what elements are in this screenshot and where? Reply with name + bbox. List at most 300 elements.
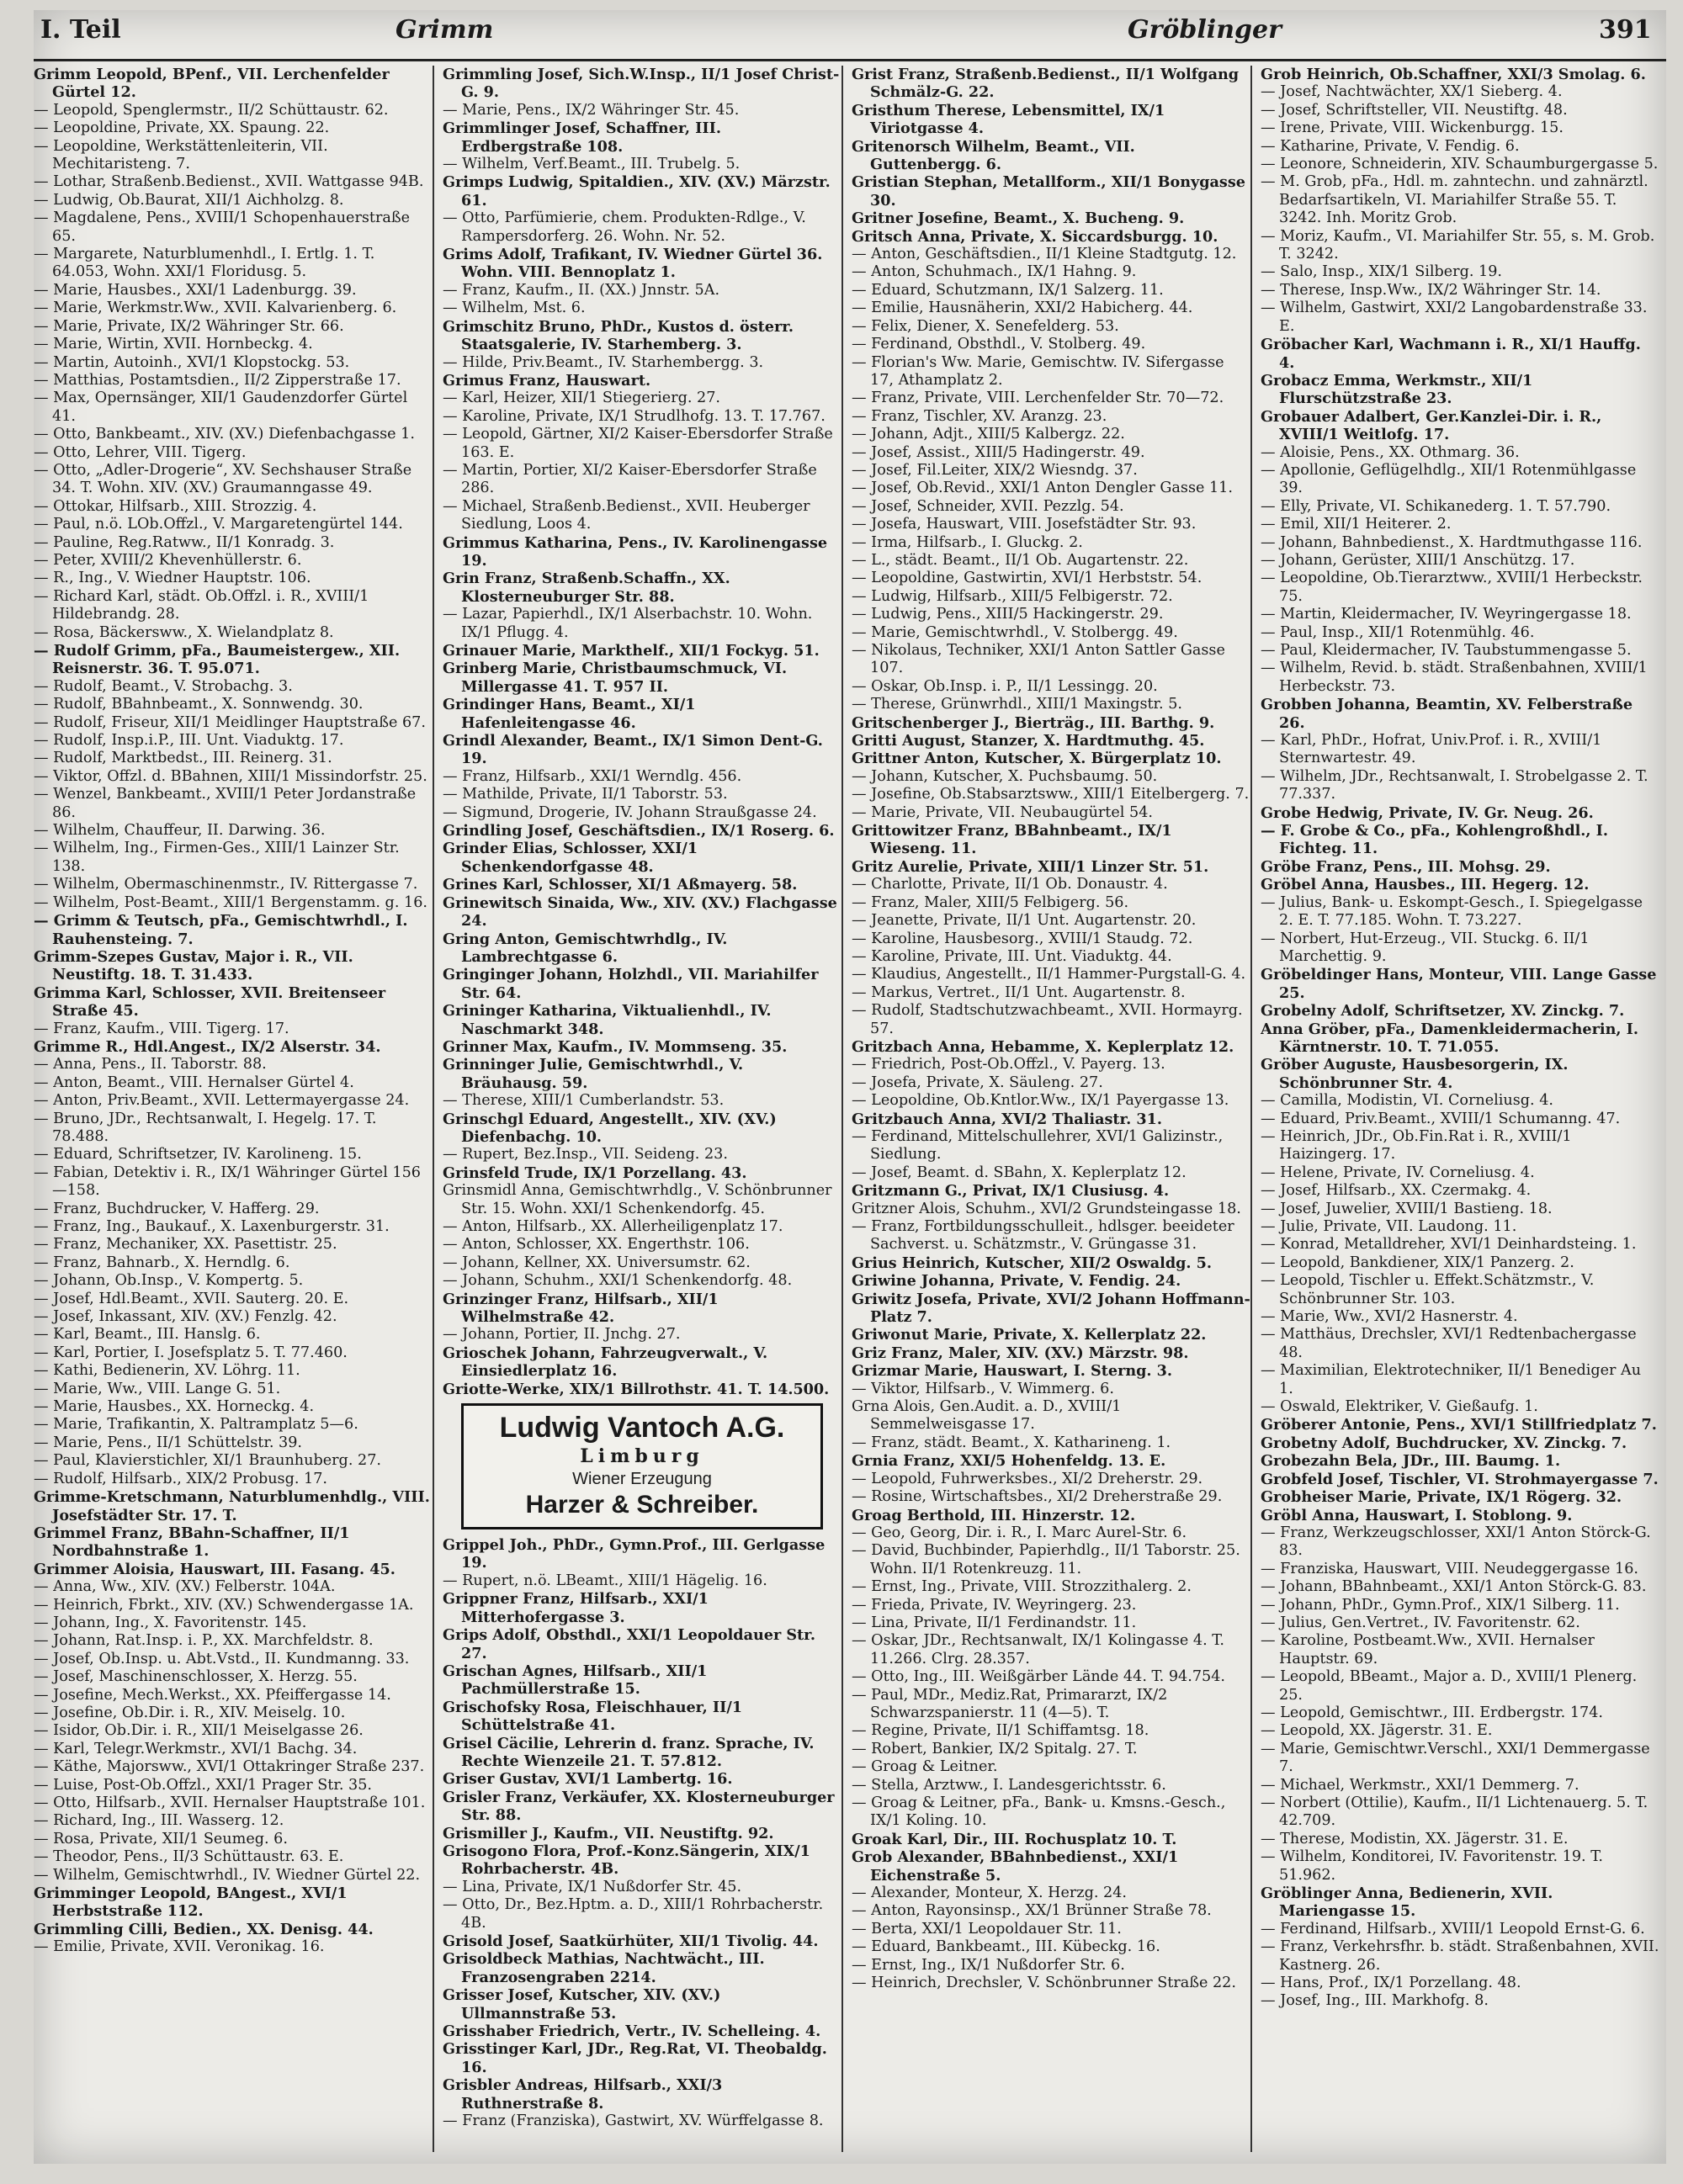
directory-entry: Grin Franz, Straßenb.Schaffn., XX. Klosterneuburger Str. 88. (443, 570, 730, 606)
directory-entry: — Ferdinand, Mittelschullehrer, XVI/1 Galizinstr., Siedlung. (852, 1127, 1224, 1164)
directory-entry: — Josef, Schriftsteller, VII. Neustiftg. 48. (1261, 101, 1568, 119)
directory-entry: — Eduard, Bankbeamt., III. Kübeckg. 16. (852, 1938, 1160, 1956)
directory-entry: Grinder Elias, Schlosser, XXI/1 Schenkendorfgasse 48. (443, 840, 698, 876)
directory-entry: — Therese, Grünwrhdl., XIII/1 Maxingstr. 5. (852, 696, 1182, 713)
directory-entry: — Marie, Hausbes., XX. Horneckg. 4. (34, 1398, 315, 1416)
directory-entry: — Marie, Werkmstr.Ww., XVII. Kalvarienberg. 6. (34, 300, 397, 317)
directory-entry: Grizmar Marie, Hauswart, I. Sterng. 3. (852, 1362, 1173, 1381)
directory-entry: — Ludwig, Ob.Baurat, XII/1 Aichholzg. 8. (34, 191, 344, 209)
directory-entry: — Aloisie, Pens., XX. Othmarg. 36. (1261, 443, 1520, 461)
directory-entry: Grippel Joh., PhDr., Gymn.Prof., III. Gerlgasse 19. (443, 1536, 826, 1572)
directory-entry: — Jeanette, Private, II/1 Unt. Augartenstr. 20. (852, 912, 1197, 930)
directory-entry: — Anton, Hilfsarb., XX. Allerheiligenplatz 17. (443, 1218, 783, 1235)
directory-entry: Gröbl Anna, Hauswart, I. Stoblong. 9. (1261, 1506, 1573, 1524)
directory-entry: — Klaudius, Angestellt., II/1 Hammer-Purgstall-G. 4. (852, 966, 1246, 983)
directory-entry: Gritzner Alois, Schuhm., XVI/2 Grundsteingasse 18. (852, 1200, 1241, 1217)
directory-entry: — Hilde, Priv.Beamt., IV. Starhembergg. 3. (443, 353, 764, 371)
directory-entry: Gritzbauch Anna, XVI/2 Thaliastr. 31. (852, 1110, 1163, 1128)
directory-entry: — Moriz, Kaufm., VI. Mariahilfer Str. 55, s. M. Grob. T. 3242. (1261, 227, 1655, 263)
directory-entry: Griwitz Josefa, Private, XVI/2 Johann Hoffmann-Platz 7. (852, 1290, 1250, 1327)
directory-entry: Gröbel Anna, Hausbes., III. Hegerg. 12. (1261, 876, 1590, 894)
directory-entry: — Anton, Schlosser, XX. Engerthstr. 106. (443, 1236, 750, 1254)
directory-entry: — Nikolaus, Techniker, XXI/1 Anton Sattler Gasse 107. (852, 642, 1225, 677)
directory-entry: Grindl Alexander, Beamt., IX/1 Simon Dent-G. 19. (443, 732, 823, 768)
directory-entry: — Isidor, Ob.Dir. i. R., XII/1 Meiselgasse 26. (34, 1722, 364, 1740)
column-2 (443, 66, 843, 2152)
directory-entry: — Heinrich, JDr., Ob.Fin.Rat i. R., XVIII/1 Haizingerg. 17. (1261, 1127, 1572, 1164)
directory-entry: — Helene, Private, IV. Corneliusg. 4. (1261, 1164, 1535, 1181)
directory-entry: — Ernst, Ing., IX/1 Nußdorfer Str. 6. (852, 1956, 1125, 1974)
directory-entry: — Rudolf, Insp.i.P., III. Unt. Viaduktg. 17. (34, 732, 344, 750)
directory-entry: Grimm Leopold, BPenf., VII. Lerchenfelder Gürtel 12. (34, 66, 390, 102)
directory-entry: — Wilhelm, JDr., Rechtsanwalt, I. Strobelgasse 2. T. 77.337. (1261, 767, 1648, 803)
directory-entry: — Rupert, n.ö. LBeamt., XIII/1 Hägelig. 16. (443, 1572, 767, 1589)
directory-entry: Grimme-Kretschmann, Naturblumenhdlg., VIII. Josefstädter Str. 17. T. (34, 1488, 430, 1524)
directory-entry: — Ernst, Ing., Private, VIII. Strozzithalerg. 2. (852, 1578, 1192, 1596)
directory-entry: — Lina, Private, II/1 Ferdinandstr. 11. (852, 1614, 1137, 1631)
directory-entry: — Anton, Schuhmach., IX/1 Hahng. 9. (852, 263, 1137, 281)
directory-entry: — Josefa, Hauswart, VIII. Josefstädter Str. 93. (852, 516, 1197, 533)
directory-entry: Grisoldbeck Mathias, Nachtwächt., III. Franzosengraben 2214. (443, 1950, 765, 1986)
directory-entry: — Josef, Fil.Leiter, XIX/2 Wiesndg. 37. (852, 461, 1138, 479)
directory-entry: Gritzmann G., Privat, IX/1 Clusiusg. 4. (852, 1182, 1170, 1201)
directory-entry: — Otto, Dr., Bez.Hptm. a. D., XIII/1 Rohrbacherstr. 4B. (443, 1896, 824, 1932)
directory-entry: — Martin, Autoinh., XVI/1 Klopstockg. 53. (34, 353, 350, 371)
directory-entry: — Rudolf Grimm, pFa., Baumeistergew., XII. Reisnerstr. 36. T. 95.071. (34, 642, 401, 678)
directory-entry: — Bruno, JDr., Rechtsanwalt, I. Hegelg. 17. T. 78.488. (34, 1110, 377, 1145)
directory-entry: Gritz Aurelie, Private, XIII/1 Linzer Str. 51. (852, 857, 1209, 876)
directory-entry: — Karl, Heizer, XII/1 Stiegerierg. 27. (443, 390, 721, 407)
directory-entry: — Ottokar, Hilfsarb., XIII. Strozzig. 4. (34, 497, 317, 515)
directory-entry: — Marie, Private, IX/2 Währinger Str. 66. (34, 317, 344, 335)
directory-entry: — Marie, Gemischtwrhdl., V. Stolbergg. 49. (852, 623, 1178, 641)
directory-entry: — Marie, Ww., VIII. Lange G. 51. (34, 1380, 281, 1397)
directory-entry: — Berta, XXI/1 Leopoldauer Str. 11. (852, 1920, 1122, 1938)
directory-entry: Grittowitzer Franz, BBahnbeamt., IX/1 Wieseng. 11. (852, 822, 1172, 858)
directory-entry: — Leopold, Spenglermstr., II/2 Schüttaustr. 62. (34, 101, 389, 119)
directory-entry: — Marie, Wirtin, XVII. Hornbeckg. 4. (34, 336, 313, 353)
directory-entry: Grimmel Franz, BBahn-Schaffner, II/1 Nordbahnstraße 1. (34, 1524, 350, 1561)
directory-entry: — Johann, Kellner, XX. Universumstr. 62. (443, 1254, 751, 1271)
directory-entry: Grisel Cäcilie, Lehrerin d. franz. Sprache, IV. Rechte Wienzeile 21. T. 57.812. (443, 1734, 815, 1770)
directory-entry: — Viktor, Hilfsarb., V. Wimmerg. 6. (852, 1380, 1114, 1397)
directory-entry: Grips Adolf, Obsthdl., XXI/1 Leopoldauer Str. 27. (443, 1626, 815, 1662)
directory-entry: — Ferdinand, Obsthdl., V. Stolberg. 49. (852, 336, 1146, 353)
directory-entry: Gritsch Anna, Private, X. Siccardsburgg. 10. (852, 227, 1218, 246)
directory-entry: Gröbacher Karl, Wachmann i. R., XI/1 Hauffg. 4. (1261, 336, 1641, 372)
advert-line3: Wiener Erzeugung (572, 1470, 712, 1489)
directory-entry: Gröber Auguste, Hausbesorgerin, IX. Schönbrunner Str. 4. (1261, 1056, 1569, 1092)
directory-entry: Grioschek Johann, Fahrzeugverwalt., V. Einsiedlerplatz 16. (443, 1344, 768, 1381)
directory-entry: — Marie, Private, VII. Neubaugürtel 54. (852, 803, 1153, 821)
directory-entry: — Leopold, Gärtner, XI/2 Kaiser-Ebersdorfer Straße 163. E. (443, 426, 833, 461)
directory-entry: Grinauer Marie, Markthelf., XII/1 Fockyg. 51. (443, 642, 820, 660)
directory-entry: — Franz, Ing., Baukauf., X. Laxenburgerstr. 31. (34, 1218, 390, 1235)
directory-entry: — Wilhelm, Post-Beamt., XIII/1 Bergenstamm. g. 16. (34, 893, 427, 911)
directory-entry: — Ludwig, Pens., XIII/5 Hackingerstr. 29. (852, 606, 1164, 623)
directory-entry: — Johann, Ing., X. Favoritenstr. 145. (34, 1614, 307, 1631)
directory-entry: Grininger Katharina, Viktualienhdl., IV. Naschmarkt 348. (443, 1002, 772, 1038)
directory-entry: — Felix, Diener, X. Senefelderg. 53. (852, 317, 1119, 335)
directory-entry: — Franz (Franziska), Gastwirt, XV. Würffelgasse 8. (443, 2112, 824, 2130)
page-number: 391 (1599, 15, 1652, 45)
directory-entry: — Leopoldine, Werkstättenleiterin, VII. Mechitaristeng. 7. (34, 137, 328, 173)
directory-entry: — Matthäus, Drechsler, XVI/1 Redtenbachergasse 48. (1261, 1326, 1637, 1361)
directory-entry: Grob Alexander, BBahnbedienst., XXI/1 Eichenstraße 5. (852, 1848, 1179, 1884)
directory-entry: — Franz, Werkzeugschlosser, XXI/1 Anton Störck-G. 83. (1261, 1524, 1651, 1560)
directory-entry: — Rudolf, Beamt., V. Strobachg. 3. (34, 677, 293, 695)
directory-entry: — Otto, „Adler-Drogerie“, XV. Sechshauser Straße 34. T. Wohn. XIV. (XV.) Graumanngasse 49. (34, 461, 412, 497)
directory-entry: Gringinger Johann, Holzhdl., VII. Mariahilfer Str. 64. (443, 966, 819, 1002)
directory-entry: — M. Grob, pFa., Hdl. m. zahntechn. und zahnärztl. Bedarfsartikeln, VI. Mariahilfer Straße 55. T. 3242. Inh. Moritz Grob. (1261, 173, 1648, 227)
directory-entry: — Rudolf, Hilfsarb., XIX/2 Probusg. 17. (34, 1470, 327, 1487)
directory-entry: Griser Gustav, XVI/1 Lambertg. 16. (443, 1770, 733, 1789)
directory-entry: — Josef, Hilfsarb., XX. Czermakg. 4. (1261, 1182, 1532, 1200)
directory-entry: — Martin, Portier, XI/2 Kaiser-Ebersdorfer Straße 286. (443, 461, 817, 497)
directory-entry: Grobe Hedwig, Private, IV. Gr. Neug. 26. (1261, 803, 1594, 822)
directory-entry: — Anton, Priv.Beamt., XVII. Lettermayergasse 24. (34, 1092, 410, 1110)
directory-entry: — Michael, Werkmstr., XXI/1 Demmerg. 7. (1261, 1776, 1579, 1794)
directory-entry: — Fabian, Detektiv i. R., IX/1 Währinger Gürtel 156—158. (34, 1164, 421, 1200)
directory-entry: Grobacz Emma, Werkmstr., XII/1 Flurschützstraße 23. (1261, 371, 1533, 408)
directory-entry: Grna Alois, Gen.Audit. a. D., XVIII/1 Semmelweisgasse 17. (852, 1398, 1122, 1434)
directory-entry: — Groag & Leitner, pFa., Bank- u. Kmsns.-Gesch., IX/1 Koling. 10. (852, 1794, 1226, 1830)
directory-entry: — Markus, Vertret., II/1 Unt. Augartenstr. 8. (852, 983, 1186, 1001)
directory-entry: Anna Gröber, pFa., Damenkleidermacherin, I. Kärntnerstr. 10. T. 71.055. (1261, 1020, 1638, 1056)
directory-entry: — Hans, Prof., IX/1 Porzellang. 48. (1261, 1975, 1521, 1992)
directory-entry: — Katharine, Private, V. Fendig. 6. (1261, 137, 1520, 155)
directory-entry: Grismiller J., Kaufm., VII. Neustiftg. 92. (443, 1824, 774, 1842)
directory-entry: Grimme R., Hdl.Angest., IX/2 Alserstr. 34. (34, 1037, 381, 1056)
directory-entry: Grinsfeld Trude, IX/1 Porzellang. 43. (443, 1164, 747, 1182)
directory-entry: Grippner Franz, Hilfsarb., XXI/1 Mitterhofergasse 3. (443, 1590, 709, 1626)
directory-entry: Grinner Max, Kaufm., IV. Mommseng. 35. (443, 1037, 788, 1056)
directory-entry: Groag Berthold, III. Hinzerstr. 12. (852, 1506, 1136, 1524)
directory-entry: — Karl, PhDr., Hofrat, Univ.Prof. i. R., XVIII/1 Sternwartestr. 49. (1261, 732, 1602, 767)
directory-entry: Grisold Josef, Saatkürhüter, XII/1 Tivolig. 44. (443, 1932, 819, 1950)
directory-entry: — Franz, Maler, XIII/5 Felbigerg. 56. (852, 893, 1129, 911)
directory-entry: Grist Franz, Straßenb.Bedienst., II/1 Wolfgang Schmälz-G. 22. (852, 66, 1240, 102)
directory-entry: — Rudolf, Friseur, XII/1 Meidlinger Hauptstraße 67. (34, 713, 426, 731)
directory-entry: — Camilla, Modistin, VI. Corneliusg. 4. (1261, 1092, 1554, 1110)
advert-line1: Ludwig Vantoch A.G. (499, 1412, 785, 1445)
directory-entry: — Johann, Bahnbedienst., X. Hardtmuthgasse 116. (1261, 533, 1643, 551)
directory-entry: Griz Franz, Maler, XIV. (XV.) Märzstr. 98. (852, 1344, 1189, 1362)
directory-entry: — Franz, Fortbildungsschulleit., hdlsger. beeideter Sachverst. u. Schätzmstr., V. Grüngasse 31. (852, 1218, 1234, 1254)
directory-entry: — Paul, Kleidermacher, IV. Taubstummengasse 5. (1261, 642, 1632, 659)
directory-entry: — Peter, XVIII/2 Khevenhüllerstr. 6. (34, 551, 302, 569)
directory-entry: — Groag & Leitner. (852, 1758, 998, 1776)
directory-entry: — Johann, Ob.Insp., V. Kompertg. 5. (34, 1272, 304, 1290)
directory-columns (34, 66, 1666, 2152)
directory-entry: — Martin, Kleidermacher, IV. Weyringergasse 18. (1261, 606, 1632, 623)
directory-entry: Grinsmidl Anna, Gemischtwrhdlg., V. Schönbrunner Str. 15. Wohn. XXI/1 Schenkendorfg. 45. (443, 1182, 832, 1217)
directory-entry: — Oswald, Elektriker, V. Gießaufg. 1. (1261, 1398, 1538, 1416)
directory-entry: — Johann, Kutscher, X. Puchsbaumg. 50. (852, 767, 1158, 785)
directory-entry: — Rosa, Private, XII/1 Seumeg. 6. (34, 1830, 288, 1847)
directory-entry: — Eduard, Priv.Beamt., XVIII/1 Schumanng. 47. (1261, 1110, 1621, 1127)
directory-entry: — Emilie, Hausnäherin, XXI/2 Habicherg. 44. (852, 300, 1193, 317)
directory-entry: — Rudolf, BBahnbeamt., X. Sonnwendg. 30. (34, 696, 364, 713)
directory-entry: — Marie, Trafikantin, X. Paltramplatz 5—6. (34, 1416, 358, 1434)
directory-entry: Grobelny Adolf, Schriftsetzer, XV. Zinckg. 7. (1261, 1002, 1625, 1020)
directory-entry: — Kathi, Bedienerin, XV. Löhrg. 11. (34, 1362, 300, 1380)
directory-entry: Grinzinger Franz, Hilfsarb., XII/1 Wilhelmstraße 42. (443, 1290, 719, 1327)
directory-entry: — Julie, Private, VII. Laudong. 11. (1261, 1218, 1517, 1235)
directory-entry: — Leopold, Bankdiener, XIX/1 Panzerg. 2. (1261, 1254, 1574, 1271)
directory-entry: — Paul, MDr., Mediz.Rat, Primararzt, IX/2 Schwarzspanierstr. 11 (4—5). T. (852, 1686, 1168, 1721)
directory-entry: — Sigmund, Drogerie, IV. Johann Straußgasse 24. (443, 803, 817, 821)
directory-entry: Grindling Josef, Geschäftsdien., IX/1 Roserg. 6. (443, 822, 835, 840)
directory-entry: — Josef, Inkassant, XIV. (XV.) Fenzlg. 42. (34, 1308, 337, 1326)
directory-entry: — Karoline, Postbeamt.Ww., XVII. Hernalser Hauptstr. 69. (1261, 1632, 1595, 1667)
directory-entry: — Viktor, Offzl. d. BBahnen, XIII/1 Missindorfstr. 25. (34, 767, 427, 785)
directory-entry: — Wilhelm, Revid. b. städt. Straßenbahnen, XVIII/1 Herbeckstr. 73. (1261, 660, 1648, 695)
directory-entry: — Matthias, Postamtsdien., II/2 Zipperstraße 17. (34, 371, 401, 389)
directory-entry: — Irene, Private, VIII. Wickenburgg. 15. (1261, 119, 1564, 137)
header-left-word: Grimm (396, 15, 494, 45)
directory-entry: — Rudolf, Stadtschutzwachbeamt., XVII. Hormayrg. 57. (852, 1002, 1243, 1037)
directory-entry: — Franz, Kaufm., VIII. Tigerg. 17. (34, 1020, 289, 1037)
directory-entry: — Rosine, Wirtschaftsbes., XI/2 Dreherstraße 29. (852, 1488, 1223, 1506)
directory-entry: — Franz, Buchdrucker, V. Hafferg. 29. (34, 1200, 320, 1217)
directory-entry: — Florian's Ww. Marie, Gemischtw. IV. Sifergasse 17, Athamplatz 2. (852, 353, 1224, 389)
advertisement-box (461, 1403, 823, 1529)
directory-entry: — Josef, Juwelier, XVIII/1 Bastieng. 18. (1261, 1200, 1553, 1217)
directory-entry: — Wilhelm, Chauffeur, II. Darwing. 36. (34, 822, 326, 840)
directory-entry: — Franziska, Hauswart, VIII. Neudeggergasse 16. (1261, 1560, 1638, 1577)
directory-entry: Grimmus Katharina, Pens., IV. Karolinengasse 19. (443, 533, 828, 570)
directory-entry: — Anton, Geschäftsdien., II/1 Kleine Stadtgutg. 12. (852, 246, 1237, 263)
directory-entry: — David, Buchbinder, Papierhdlg., II/1 Taborstr. 25. Wohn. II/1 Rotenkreuzg. 11. (852, 1542, 1240, 1577)
directory-entry: — Eduard, Schriftsetzer, IV. Karolineng. 15. (34, 1146, 362, 1164)
directory-entry: Gröberer Antonie, Pens., XVI/1 Stillfriedplatz 7. (1261, 1416, 1657, 1434)
directory-entry: Grimminger Leopold, BAngest., XVI/1 Herbststraße 112. (34, 1884, 348, 1921)
directory-entry: Grimus Franz, Hauswart. (443, 371, 651, 390)
directory-entry: — Paul, Insp., XII/1 Rotenmühlg. 46. (1261, 623, 1535, 641)
directory-entry: — Karoline, Hausbesorg., XVIII/1 Staudg. 72. (852, 930, 1193, 947)
directory-entry: — Oskar, JDr., Rechtsanwalt, IX/1 Kolingasse 4. T. 11.266. Clrg. 28.357. (852, 1632, 1225, 1667)
directory-entry: — Marie, Hausbes., XXI/1 Ladenburgg. 39. (34, 281, 357, 299)
directory-entry: — Karl, Telegr.Werkmstr., XVI/1 Bachg. 34. (34, 1740, 358, 1757)
column-3 (852, 66, 1252, 2152)
directory-entry: — Johann, Rat.Insp. i. P., XX. Marchfeldstr. 8. (34, 1632, 374, 1650)
directory-entry: — L., städt. Beamt., II/1 Ob. Augartenstr. 22. (852, 551, 1189, 569)
directory-entry: — Leopoldine, Gastwirtin, XVI/1 Herbststr. 54. (852, 570, 1203, 587)
directory-entry: — Rudolf, Marktbedst., III. Reinerg. 31. (34, 750, 332, 767)
directory-entry: — Geo, Georg, Dir. i. R., I. Marc Aurel-Str. 6. (852, 1524, 1187, 1541)
directory-entry: — Johann, PhDr., Gymn.Prof., XIX/1 Silberg. 11. (1261, 1596, 1620, 1614)
column-4 (1261, 66, 1659, 2152)
directory-entry: — Josef, Hdl.Beamt., XVII. Sauterg. 20. E. (34, 1290, 349, 1307)
directory-entry: — Heinrich, Fbrkt., XIV. (XV.) Schwendergasse 1A. (34, 1596, 414, 1614)
directory-entry: Griwine Johanna, Private, V. Fendig. 24. (852, 1272, 1181, 1291)
directory-entry: — Anna, Ww., XIV. (XV.) Felberstr. 104A. (34, 1578, 336, 1596)
directory-entry: — Richard Karl, städt. Ob.Offzl. i. R., XVIII/1 Hildebrandg. 28. (34, 587, 369, 623)
directory-entry: Grius Heinrich, Kutscher, XII/2 Oswaldg. 5. (852, 1254, 1213, 1272)
directory-entry: — Therese, XIII/1 Cumberlandstr. 53. (443, 1092, 725, 1110)
directory-entry: Grischan Agnes, Hilfsarb., XII/1 Pachmüllerstraße 15. (443, 1662, 708, 1699)
directory-entry: — Johann, BBahnbeamt., XXI/1 Anton Störck-G. 83. (1261, 1578, 1647, 1596)
directory-entry: — Ferdinand, Hilfsarb., XVIII/1 Leopold Ernst-G. 6. (1261, 1920, 1645, 1938)
directory-entry: Grobben Johanna, Beamtin, XV. Felberstraße 26. (1261, 696, 1633, 732)
directory-entry: — Norbert, Hut-Erzeug., VII. Stuckg. 6. II/1 Marchettig. 9. (1261, 930, 1590, 965)
directory-entry: — Luise, Post-Ob.Offzl., XXI/1 Prager Str. 35. (34, 1776, 372, 1794)
header-right-word: Gröblinger (1128, 15, 1282, 45)
directory-entry: — Mathilde, Private, II/1 Taborstr. 53. (443, 786, 728, 803)
directory-entry: Grimmling Josef, Sich.W.Insp., II/1 Josef Christ-G. 9. (443, 66, 840, 102)
directory-entry: — Josef, Assist., XIII/5 Hadingerstr. 49. (852, 443, 1145, 461)
directory-entry: — Johann, Schuhm., XXI/1 Schenkendorfg. 48. (443, 1272, 793, 1290)
directory-entry: — Josef, Schneider, XVII. Pezzlg. 54. (852, 497, 1124, 515)
directory-entry: — Leopold, Fuhrwerksbes., XI/2 Dreherstr. 29. (852, 1470, 1203, 1487)
directory-entry: — Wilhelm, Verf.Beamt., III. Trubelg. 5. (443, 156, 741, 173)
directory-entry: Gröblinger Anna, Bedienerin, XVII. Mariengasse 15. (1261, 1884, 1553, 1921)
directory-entry: — Otto, Ing., III. Weißgärber Lände 44. T. 94.754. (852, 1668, 1225, 1686)
directory-entry: Grines Karl, Schlosser, XI/1 Aßmayerg. 58. (443, 876, 798, 894)
directory-entry: — Heinrich, Drechsler, V. Schönbrunner Straße 22. (852, 1975, 1236, 1992)
directory-entry: — Karoline, Private, III. Unt. Viaduktg. 44. (852, 947, 1172, 965)
directory-entry: Grob Heinrich, Ob.Schaffner, XXI/3 Smolag. 6. (1261, 66, 1646, 83)
directory-entry: — Leopold, XX. Jägerstr. 31. E. (1261, 1722, 1493, 1740)
directory-entry: — Charlotte, Private, II/1 Ob. Donaustr. 4. (852, 876, 1168, 893)
directory-entry: — Otto, Bankbeamt., XIV. (XV.) Diefenbachgasse 1. (34, 426, 415, 443)
directory-entry: Grimmer Aloisia, Hauswart, III. Fasang. 45. (34, 1560, 396, 1578)
directory-entry: — Elly, Private, VI. Schikanederg. 1. T. 57.790. (1261, 497, 1611, 515)
directory-entry: — Johann, Portier, II. Jnchg. 27. (443, 1326, 681, 1344)
directory-entry: — Leopold, Gemischtwr., III. Erdbergstr. 174. (1261, 1704, 1604, 1721)
directory-entry: — Marie, Ww., XVI/2 Hasnerstr. 4. (1261, 1308, 1518, 1326)
directory-entry: — Julius, Gen.Vertret., IV. Favoritenstr. 62. (1261, 1614, 1580, 1631)
directory-entry: — Johann, Adjt., XIII/5 Kalbergz. 22. (852, 426, 1125, 443)
directory-page (34, 10, 1666, 2164)
directory-entry: — Theodor, Pens., II/3 Schüttaustr. 63. E. (34, 1848, 344, 1866)
directory-entry: — Magdalene, Pens., XVIII/1 Schopenhauerstraße 65. (34, 209, 411, 245)
directory-entry: Grisogono Flora, Prof.-Konz.Sängerin, XIX/1 Rohrbacherstr. 4B. (443, 1842, 810, 1879)
directory-entry: Grinninger Julie, Gemischtwrhdl., V. Bräuhausg. 59. (443, 1056, 744, 1092)
directory-entry: — Emil, XII/1 Heiterer. 2. (1261, 516, 1452, 533)
directory-entry: — Rupert, Bez.Insp., VII. Seideng. 23. (443, 1146, 728, 1164)
directory-entry: Grisstinger Karl, JDr., Reg.Rat, VI. Theobaldg. 16. (443, 2040, 827, 2076)
directory-entry: — Josefa, Private, X. Säuleng. 27. (852, 1073, 1103, 1091)
directory-entry: — Johann, Gerüster, XIII/1 Anschützg. 17. (1261, 551, 1575, 569)
directory-entry: — Wilhelm, Ing., Firmen-Ges., XIII/1 Lainzer Str. 138. (34, 840, 400, 875)
directory-entry: — Leopold, BBeamt., Major a. D., XVIII/1 Plenerg. 25. (1261, 1668, 1638, 1704)
directory-entry: — Konrad, Metalldreher, XVI/1 Deinhardsteing. 1. (1261, 1236, 1637, 1254)
directory-entry: — Käthe, Majorsww., XVI/1 Ottakringer Straße 237. (34, 1758, 425, 1776)
directory-entry: — Michael, Straßenb.Bedienst., XVII. Heuberger Siedlung, Loos 4. (443, 497, 810, 533)
directory-entry: — Josef, Nachtwächter, XX/1 Sieberg. 4. (1261, 83, 1563, 101)
directory-entry: — Wilhelm, Gastwirt, XXI/2 Langobardenstraße 33. E. (1261, 300, 1648, 335)
directory-entry: Grischofsky Rosa, Fleischhauer, II/1 Schüttelstraße 41. (443, 1698, 743, 1735)
directory-entry: — Franz, Verkehrsfhr. b. städt. Straßenbahnen, XVII. Kastnerg. 26. (1261, 1938, 1659, 1974)
part-label: I. Teil (40, 15, 121, 45)
directory-entry: Grisbler Andreas, Hilfsarb., XXI/3 Ruthnerstraße 8. (443, 2076, 723, 2112)
directory-entry: — Lina, Private, IX/1 Nußdorfer Str. 45. (443, 1878, 742, 1895)
directory-entry: Grimm-Szepes Gustav, Major i. R., VII. Neustiftg. 18. T. 31.433. (34, 947, 353, 984)
directory-entry: — Lazar, Papierhdl., IX/1 Alserbachstr. 10. Wohn. IX/1 Pflugg. 4. (443, 606, 813, 641)
directory-entry: — Margarete, Naturblumenhdl., I. Ertlg. 1. T. 64.053, Wohn. XXI/1 Floridusg. 5. (34, 246, 375, 281)
directory-entry: — Maximilian, Elektrotechniker, II/1 Benediger Au 1. (1261, 1362, 1642, 1397)
directory-entry: — Wilhelm, Mst. 6. (443, 300, 586, 317)
directory-entry: — Oskar, Ob.Insp. i. P., II/1 Lessingg. 20. (852, 677, 1158, 695)
directory-entry: Gristian Stephan, Metallform., XII/1 Bonygasse 30. (852, 173, 1245, 209)
directory-entry: — Wilhelm, Gemischtwrhdl., IV. Wiedner Gürtel 22. (34, 1866, 421, 1884)
directory-entry: — Emilie, Private, XVII. Veronikag. 16. (34, 1938, 325, 1956)
directory-entry: Griwonut Marie, Private, X. Kellerplatz 22. (852, 1326, 1207, 1344)
directory-entry: — Eduard, Schutzmann, IX/1 Salzerg. 11. (852, 281, 1164, 299)
directory-entry: Griotte-Werke, XIX/1 Billrothstr. 41. T. 14.500. (443, 1380, 830, 1398)
directory-entry: — Franz, Bahnarb., X. Herndlg. 6. (34, 1254, 290, 1271)
directory-entry: — R., Ing., V. Wiedner Hauptstr. 106. (34, 570, 311, 587)
directory-entry: — Alexander, Monteur, X. Herzg. 24. (852, 1884, 1127, 1902)
directory-entry: — Friedrich, Post-Ob.Offzl., V. Payerg. 13. (852, 1056, 1165, 1073)
directory-entry: — Marie, Pens., II/1 Schüttelstr. 39. (34, 1434, 303, 1451)
directory-entry: Gring Anton, Gemischtwrhdlg., IV. Lambrechtgasse 6. (443, 930, 728, 966)
directory-entry: — Franz, Kaufm., II. (XX.) Jnnstr. 5A. (443, 281, 720, 299)
directory-entry: — Leopoldine, Ob.Kntlor.Ww., IX/1 Payergasse 13. (852, 1092, 1229, 1110)
directory-entry: Groak Karl, Dir., III. Rochusplatz 10. T. (852, 1830, 1177, 1848)
directory-entry: — Josefine, Ob.Dir. i. R., XIV. Meiselg. 10. (34, 1704, 346, 1721)
directory-entry: Gritzbach Anna, Hebamme, X. Keplerplatz 12. (852, 1037, 1234, 1056)
directory-entry: Grindinger Hans, Beamt., XI/1 Hafenleitengasse 46. (443, 696, 696, 732)
directory-entry: Grinschgl Eduard, Angestellt., XIV. (XV.) Diefenbachg. 10. (443, 1110, 777, 1146)
directory-entry: Grims Adolf, Trafikant, IV. Wiedner Gürtel 36. Wohn. VIII. Bennoplatz 1. (443, 246, 823, 282)
directory-entry: Grnia Franz, XXI/5 Hohenfeldg. 13. E. (852, 1452, 1166, 1471)
directory-entry: — Frieda, Private, IV. Weyringerg. 23. (852, 1596, 1137, 1614)
directory-entry: Grisler Franz, Verkäufer, XX. Klosterneuburger Str. 88. (443, 1788, 835, 1825)
advert-line4: Harzer & Schreiber. (525, 1491, 759, 1519)
directory-entry: — Josefine, Ob.Stabsarztsww., XIII/1 Eitelbergerg. 7. (852, 786, 1250, 803)
directory-entry: — Grimm & Teutsch, pFa., Gemischtwrhdl., I. Rauhensteing. 7. (34, 912, 408, 948)
directory-entry: Grobauer Adalbert, Ger.Kanzlei-Dir. i. R., XVIII/1 Weitlofg. 17. (1261, 407, 1602, 444)
directory-entry: — Salo, Insp., XIX/1 Silberg. 19. (1261, 263, 1503, 281)
directory-entry: — Wenzel, Bankbeamt., XVIII/1 Peter Jordanstraße 86. (34, 786, 417, 821)
directory-entry: — Rosa, Bäckersww., X. Wielandplatz 8. (34, 623, 334, 641)
advert-line2: Limburg (580, 1445, 704, 1468)
directory-entry: — Marie, Gemischtwr.Verschl., XXI/1 Demmergasse 7. (1261, 1740, 1650, 1776)
directory-entry: — Apollonie, Geflügelhdlg., XII/1 Rotenmühlgasse 39. (1261, 461, 1637, 497)
directory-entry: Grobetny Adolf, Buchdrucker, XV. Zinckg. 7. (1261, 1434, 1627, 1452)
directory-entry: Grimma Karl, Schlosser, XVII. Breitenseer Straße 45. (34, 983, 386, 1020)
directory-entry: — Franz, Private, VIII. Lerchenfelder Str. 70—72. (852, 390, 1224, 407)
directory-entry: — Karoline, Private, IX/1 Strudlhofg. 13. T. 17.767. (443, 407, 826, 425)
directory-entry: — Robert, Bankier, IX/2 Spitalg. 27. T. (852, 1740, 1138, 1757)
directory-entry: — Anton, Beamt., VIII. Hernalser Gürtel 4. (34, 1073, 354, 1091)
page-header (34, 10, 1666, 61)
directory-entry: Gritschenberger J., Bierträg., III. Barthg. 9. (852, 713, 1215, 732)
directory-entry: — Karl, Portier, I. Josefsplatz 5. T. 77.460. (34, 1344, 348, 1361)
directory-entry: — Ludwig, Hilfsarb., XIII/5 Felbigerstr. 72. (852, 587, 1173, 605)
directory-entry: — Lothar, Straßenb.Bedienst., XVII. Wattgasse 94B. (34, 173, 424, 191)
directory-entry: — Therese, Insp.Ww., IX/2 Währinger Str. 14. (1261, 281, 1601, 299)
directory-entry: — Paul, n.ö. LOb.Offzl., V. Margaretengürtel 144. (34, 516, 403, 533)
directory-entry: Grobfeld Josef, Tischler, VI. Strohmayergasse 7. (1261, 1470, 1659, 1488)
directory-entry: — Otto, Lehrer, VIII. Tigerg. (34, 443, 247, 461)
directory-entry: — Franz, städt. Beamt., X. Katharineng. 1. (852, 1434, 1171, 1451)
directory-entry: — Wilhelm, Obermaschinenmstr., IV. Rittergasse 7. (34, 876, 418, 893)
directory-entry: — Franz, Mechaniker, XX. Pasettistr. 25. (34, 1236, 337, 1254)
directory-entry: — Josefine, Mech.Werkst., XX. Pfeiffergasse 14. (34, 1686, 391, 1704)
directory-entry: Grinewitsch Sinaida, Ww., XIV. (XV.) Flachgasse 24. (443, 893, 837, 930)
column-1 (34, 66, 434, 2152)
directory-entry: Gröbeldinger Hans, Monteur, VIII. Lange Gasse 25. (1261, 966, 1657, 1002)
directory-entry: — Stella, Arztww., I. Landesgerichtsstr. 6. (852, 1776, 1166, 1794)
directory-entry: Grinberg Marie, Christbaumschmuck, VI. Millergasse 41. T. 957 II. (443, 660, 788, 696)
directory-entry: Grimschitz Bruno, PhDr., Kustos d. österr. Staatsgalerie, IV. Starhemberg. 3. (443, 317, 794, 354)
directory-entry: — Max, Opernsänger, XII/1 Gaudenzdorfer Gürtel 41. (34, 390, 408, 425)
directory-entry: Gröbe Franz, Pens., III. Mohsg. 29. (1261, 857, 1551, 876)
